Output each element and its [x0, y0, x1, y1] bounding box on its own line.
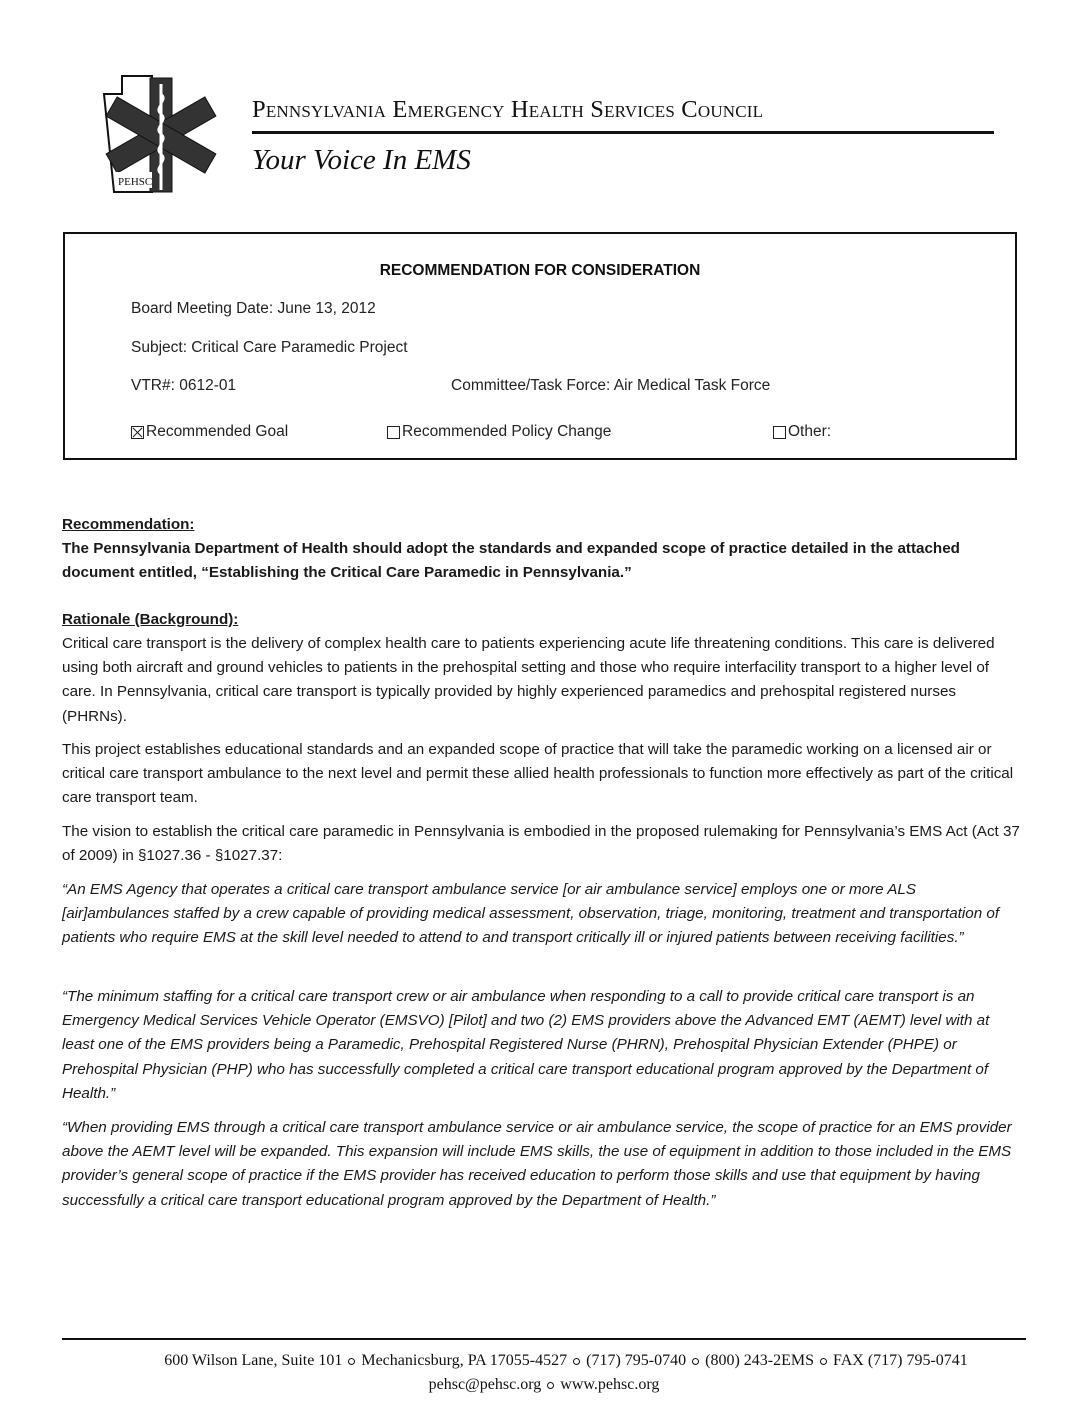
org-name: Pennsylvania Emergency Health Services Council: [252, 96, 764, 123]
recommendation-form-box: [63, 232, 1017, 460]
tagline: Your Voice In EMS: [252, 144, 471, 176]
pehsc-logo-icon: [100, 74, 220, 194]
footer-website-link[interactable]: www.pehsc.org: [560, 1376, 660, 1393]
bullet-icon: [547, 1382, 554, 1389]
footer-phone: (717) 795-0740: [586, 1352, 687, 1369]
footer-web-line: [0, 1376, 1088, 1394]
rationale-paragraph-1: Critical care transport is the delivery of complex health care to patients experiencing acute life threatening conditions. This care is delivered using both aircraft and ground vehicles to patients in the prehospital setting and those who require interfacility transport to a higher level of care. In Pennsylvania, critical care transport is typically provided by highly experienced paramedics and prehospital registered nurses (PHRNs).: [62, 635, 995, 725]
recommendation-heading: Recommendation:: [62, 516, 195, 533]
footer-fax: FAX (717) 795-0741: [833, 1352, 968, 1369]
form-title: RECOMMENDATION FOR CONSIDERATION: [379, 262, 701, 279]
footer-tollfree: (800) 243-2EMS: [705, 1352, 814, 1369]
rationale-heading: Rationale (Background):: [62, 611, 239, 628]
committee: Committee/Task Force: Air Medical Task Force: [451, 377, 771, 394]
checkbox-label: Recommended Goal: [146, 423, 289, 440]
svg-text:PEHSC: PEHSC: [118, 176, 153, 188]
checkbox-label: Other:: [788, 423, 832, 440]
bullet-icon: [692, 1358, 699, 1365]
checkbox-recommended-policy-change[interactable]: [387, 423, 611, 441]
bullet-icon: [348, 1358, 355, 1365]
subject: Subject: Critical Care Paramedic Project: [131, 339, 408, 356]
rationale-paragraph-3: The vision to establish the critical care paramedic in Pennsylvania is embodied in the proposed rulemaking for Pennsylvania’s EMS Act (Act 37 of 2009) in §1027.36 - §1027.37:: [62, 823, 1020, 865]
vtr-number: VTR#: 0612-01: [131, 377, 237, 394]
footer-address: 600 Wilson Lane, Suite 101: [164, 1352, 343, 1369]
checkbox-checked-icon[interactable]: [131, 426, 144, 439]
footer-email-link[interactable]: pehsc@pehsc.org: [428, 1376, 542, 1393]
checkbox-unchecked-icon[interactable]: [773, 426, 786, 439]
checkbox-recommended-goal[interactable]: [131, 423, 288, 441]
quote-1: “An EMS Agency that operates a critical care transport ambulance service [or air ambulance service] employs one or more ALS [air]ambulances staffed by a crew capable of providing medical assessment, observation, triage, monitoring, treatment and transportation of patients who require EMS at the skill level needed to attend to and transport critically ill or injured patients between receiving facilities.”: [62, 881, 1000, 947]
bullet-icon: [820, 1358, 827, 1365]
bullet-icon: [573, 1358, 580, 1365]
checkbox-label: Recommended Policy Change: [402, 423, 612, 440]
footer-contact-line: [22, 1352, 1088, 1370]
rationale-paragraph-2: This project establishes educational standards and an expanded scope of practice that will take the paramedic working on a licensed air or critical care transport ambulance to the next level and permit these allied health professionals to function more effectively as part of the critical care transport team.: [62, 741, 1014, 807]
footer-city: Mechanicsburg, PA 17055-4527: [361, 1352, 568, 1369]
board-meeting-date: Board Meeting Date: June 13, 2012: [131, 300, 376, 317]
checkbox-unchecked-icon[interactable]: [387, 426, 400, 439]
quote-2: “The minimum staffing for a critical care transport crew or air ambulance when responding to a call to provide critical care transport is an Emergency Medical Services Vehicle Operator (EMSVO) [Pilot] and two (2) EMS providers above the Advanced EMT (AEMT) level with at least one of the EMS providers being a Paramedic, Prehospital Registered Nurse (PHRN), Prehospital Physician Extender (PHPE) or Prehospital Physician (PHP) who has successfully completed a critical care transport educational program approved by the Department of Health.”: [62, 988, 990, 1102]
checkbox-other[interactable]: [773, 423, 831, 441]
recommendation-text: The Pennsylvania Department of Health should adopt the standards and expanded scope of practice detailed in the attached document entitled, “Establishing the Critical Care Paramedic in Pennsylvania.”: [62, 540, 960, 582]
footer-divider: [62, 1338, 1026, 1340]
quote-3: “When providing EMS through a critical care transport ambulance service or air ambulance service, the scope of practice for an EMS provider above the AEMT level will be expanded. This expansion will include EMS skills, the use of equipment in addition to those included in the EMS provider’s general scope of practice if the EMS provider has received education to perform those skills and use that equipment by having successfully a critical care transport educational program approved by the Department of Health.”: [62, 1119, 1012, 1209]
header-divider: [252, 131, 994, 134]
